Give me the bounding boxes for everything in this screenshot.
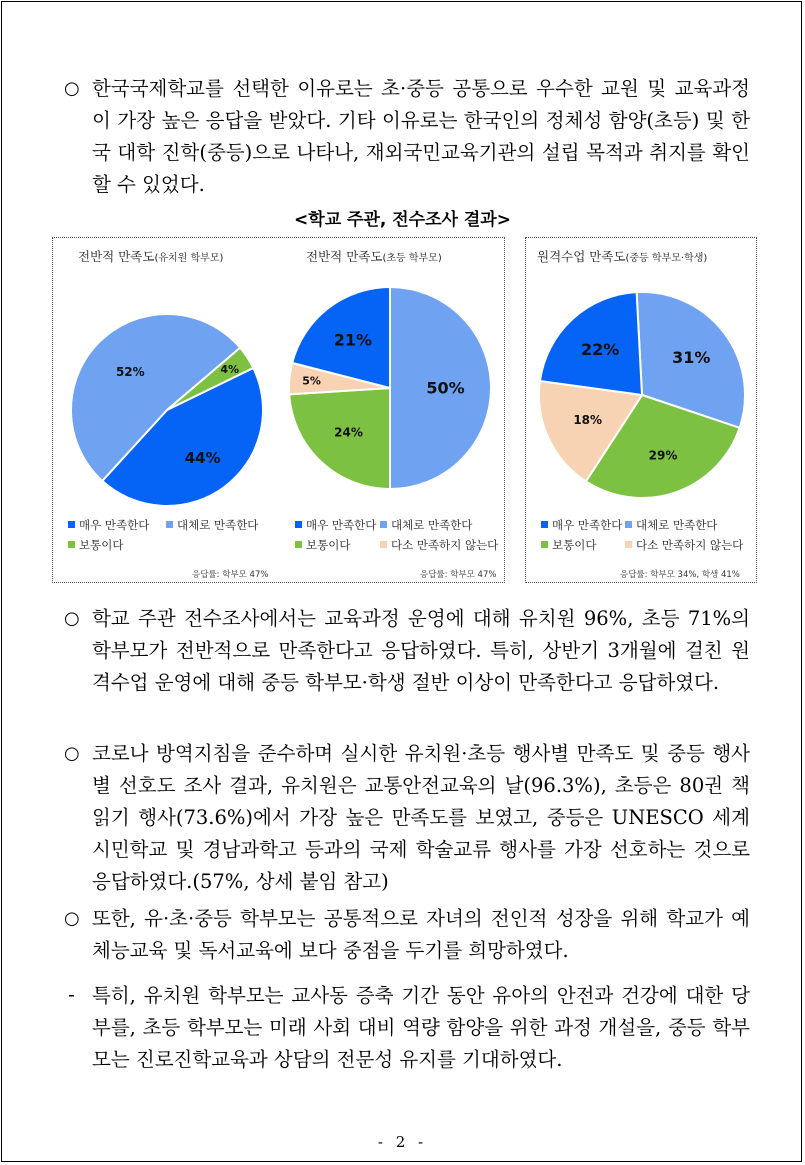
legend-item-very: 매우 만족한다 <box>541 517 622 533</box>
pie-data-label: 24% <box>334 425 363 440</box>
paragraph-text: 코로나 방역지침을 준수하며 실시한 유치원·초등 행사별 만족도 및 중등 행사별 선호도 조사 결과, 유치원은 교통안전교육의 날(96.3%), 초등은 80권 책 읽기 행사(73.6%)에서 가장 높은 만족도를 보였고, 중등은 UNESCO 세계시민학교 및 경남과학고 등과의 국제 학술교류 행사를 가장 선호하는 것으로 응답하였다.(57%, 상세 붙임 참고) <box>92 742 750 893</box>
bullet-symbol: ○ <box>64 78 80 99</box>
paragraph-4 <box>60 903 750 967</box>
pie-data-label: 29% <box>648 448 678 463</box>
bullet-symbol: ○ <box>64 608 80 629</box>
legend-item-normal: 보통이다 <box>295 537 350 553</box>
paragraph-3 <box>60 738 750 898</box>
pie-chart-elementary <box>289 287 491 489</box>
bullet-symbol: ○ <box>64 908 80 929</box>
pie-data-label: 4% <box>220 362 240 376</box>
dash-symbol: - <box>68 984 75 1006</box>
pie-data-label: 44% <box>184 448 221 467</box>
paragraph-5 <box>60 980 750 1076</box>
pie-data-label: 50% <box>426 378 465 398</box>
pie-data-label: 21% <box>333 330 373 350</box>
chart-caption: <학교 주관, 전수조사 결과> <box>294 210 511 230</box>
pie-data-label: 31% <box>672 348 711 368</box>
legend-item-mostly: 대체로 만족한다 <box>166 517 258 533</box>
legend-item-mostly: 대체로 만족한다 <box>625 517 717 533</box>
pie-data-label: 22% <box>581 340 620 360</box>
chart-2-title: 전반적 만족도(초등 학부모) <box>306 249 442 264</box>
pie-data-label: 5% <box>302 374 321 388</box>
legend-item-very: 매우 만족한다 <box>68 517 149 533</box>
paragraph-text: 한국국제학교를 선택한 이유로는 초·중등 공통으로 우수한 교원 및 교육과정이 가장 높은 응답을 받았다. 기타 이유로는 한국인의 정체성 함양(초등) 및 한국 대학 진학(중등)으로 나타나, 재외국민교육기관의 설립 목적과 취지를 확인할 수 있었다. <box>92 77 750 196</box>
legend-item-normal: 보통이다 <box>541 537 596 553</box>
legend-item-mostly: 대체로 만족한다 <box>380 517 472 533</box>
chart-2-response-rate: 응답률: 학부모 47% <box>420 570 497 580</box>
paragraph-2 <box>60 603 750 699</box>
pie-data-label: 18% <box>573 413 603 428</box>
paragraph-text: 학교 주관 전수조사에서는 교육과정 운영에 대해 유치원 96%, 초등 71%의 학부모가 전반적으로 만족한다고 응답하였다. 특히, 상반기 3개월에 걸친 원격수업 운영에 대해 중등 학부모·학생 절반 이상이 만족한다고 응답하였다. <box>92 607 750 694</box>
chart-1-title: 전반적 만족도(유치원 학부모) <box>78 249 224 264</box>
pie-chart-kindergarten <box>71 314 263 506</box>
paragraph-text: 또한, 유·초·중등 학부모는 공통적으로 자녀의 전인적 성장을 위해 학교가 예체능교육 및 독서교육에 보다 중점을 두기를 희망하였다. <box>92 907 750 962</box>
paragraph-text: 특히, 유치원 학부모는 교사동 증축 기간 동안 유아의 안전과 건강에 대한 당부를, 초등 학부모는 미래 사회 대비 역량 함양을 위한 과정 개설을, 중등 학부모는 진로진학교육과 상담의 전문성 유지를 기대하였다. <box>92 984 750 1071</box>
chart-3-title: 원격수업 만족도(중등 학부모·학생) <box>537 249 708 264</box>
chart-1-response-rate: 응답률: 학부모 47% <box>192 570 269 580</box>
chart-3-response-rate: 응답률: 학부모 34%, 학생 41% <box>620 570 740 580</box>
legend-item-very: 매우 만족한다 <box>295 517 376 533</box>
legend-item-notvery: 다소 만족하지 않는다 <box>380 537 498 553</box>
legend-item-notvery: 다소 만족하지 않는다 <box>625 537 743 553</box>
pie-chart-remote-class <box>539 292 745 498</box>
bullet-symbol: ○ <box>64 743 80 764</box>
page-number: - 2 - <box>377 1133 428 1151</box>
legend-item-normal: 보통이다 <box>68 537 123 553</box>
pie-data-label: 52% <box>115 365 145 380</box>
